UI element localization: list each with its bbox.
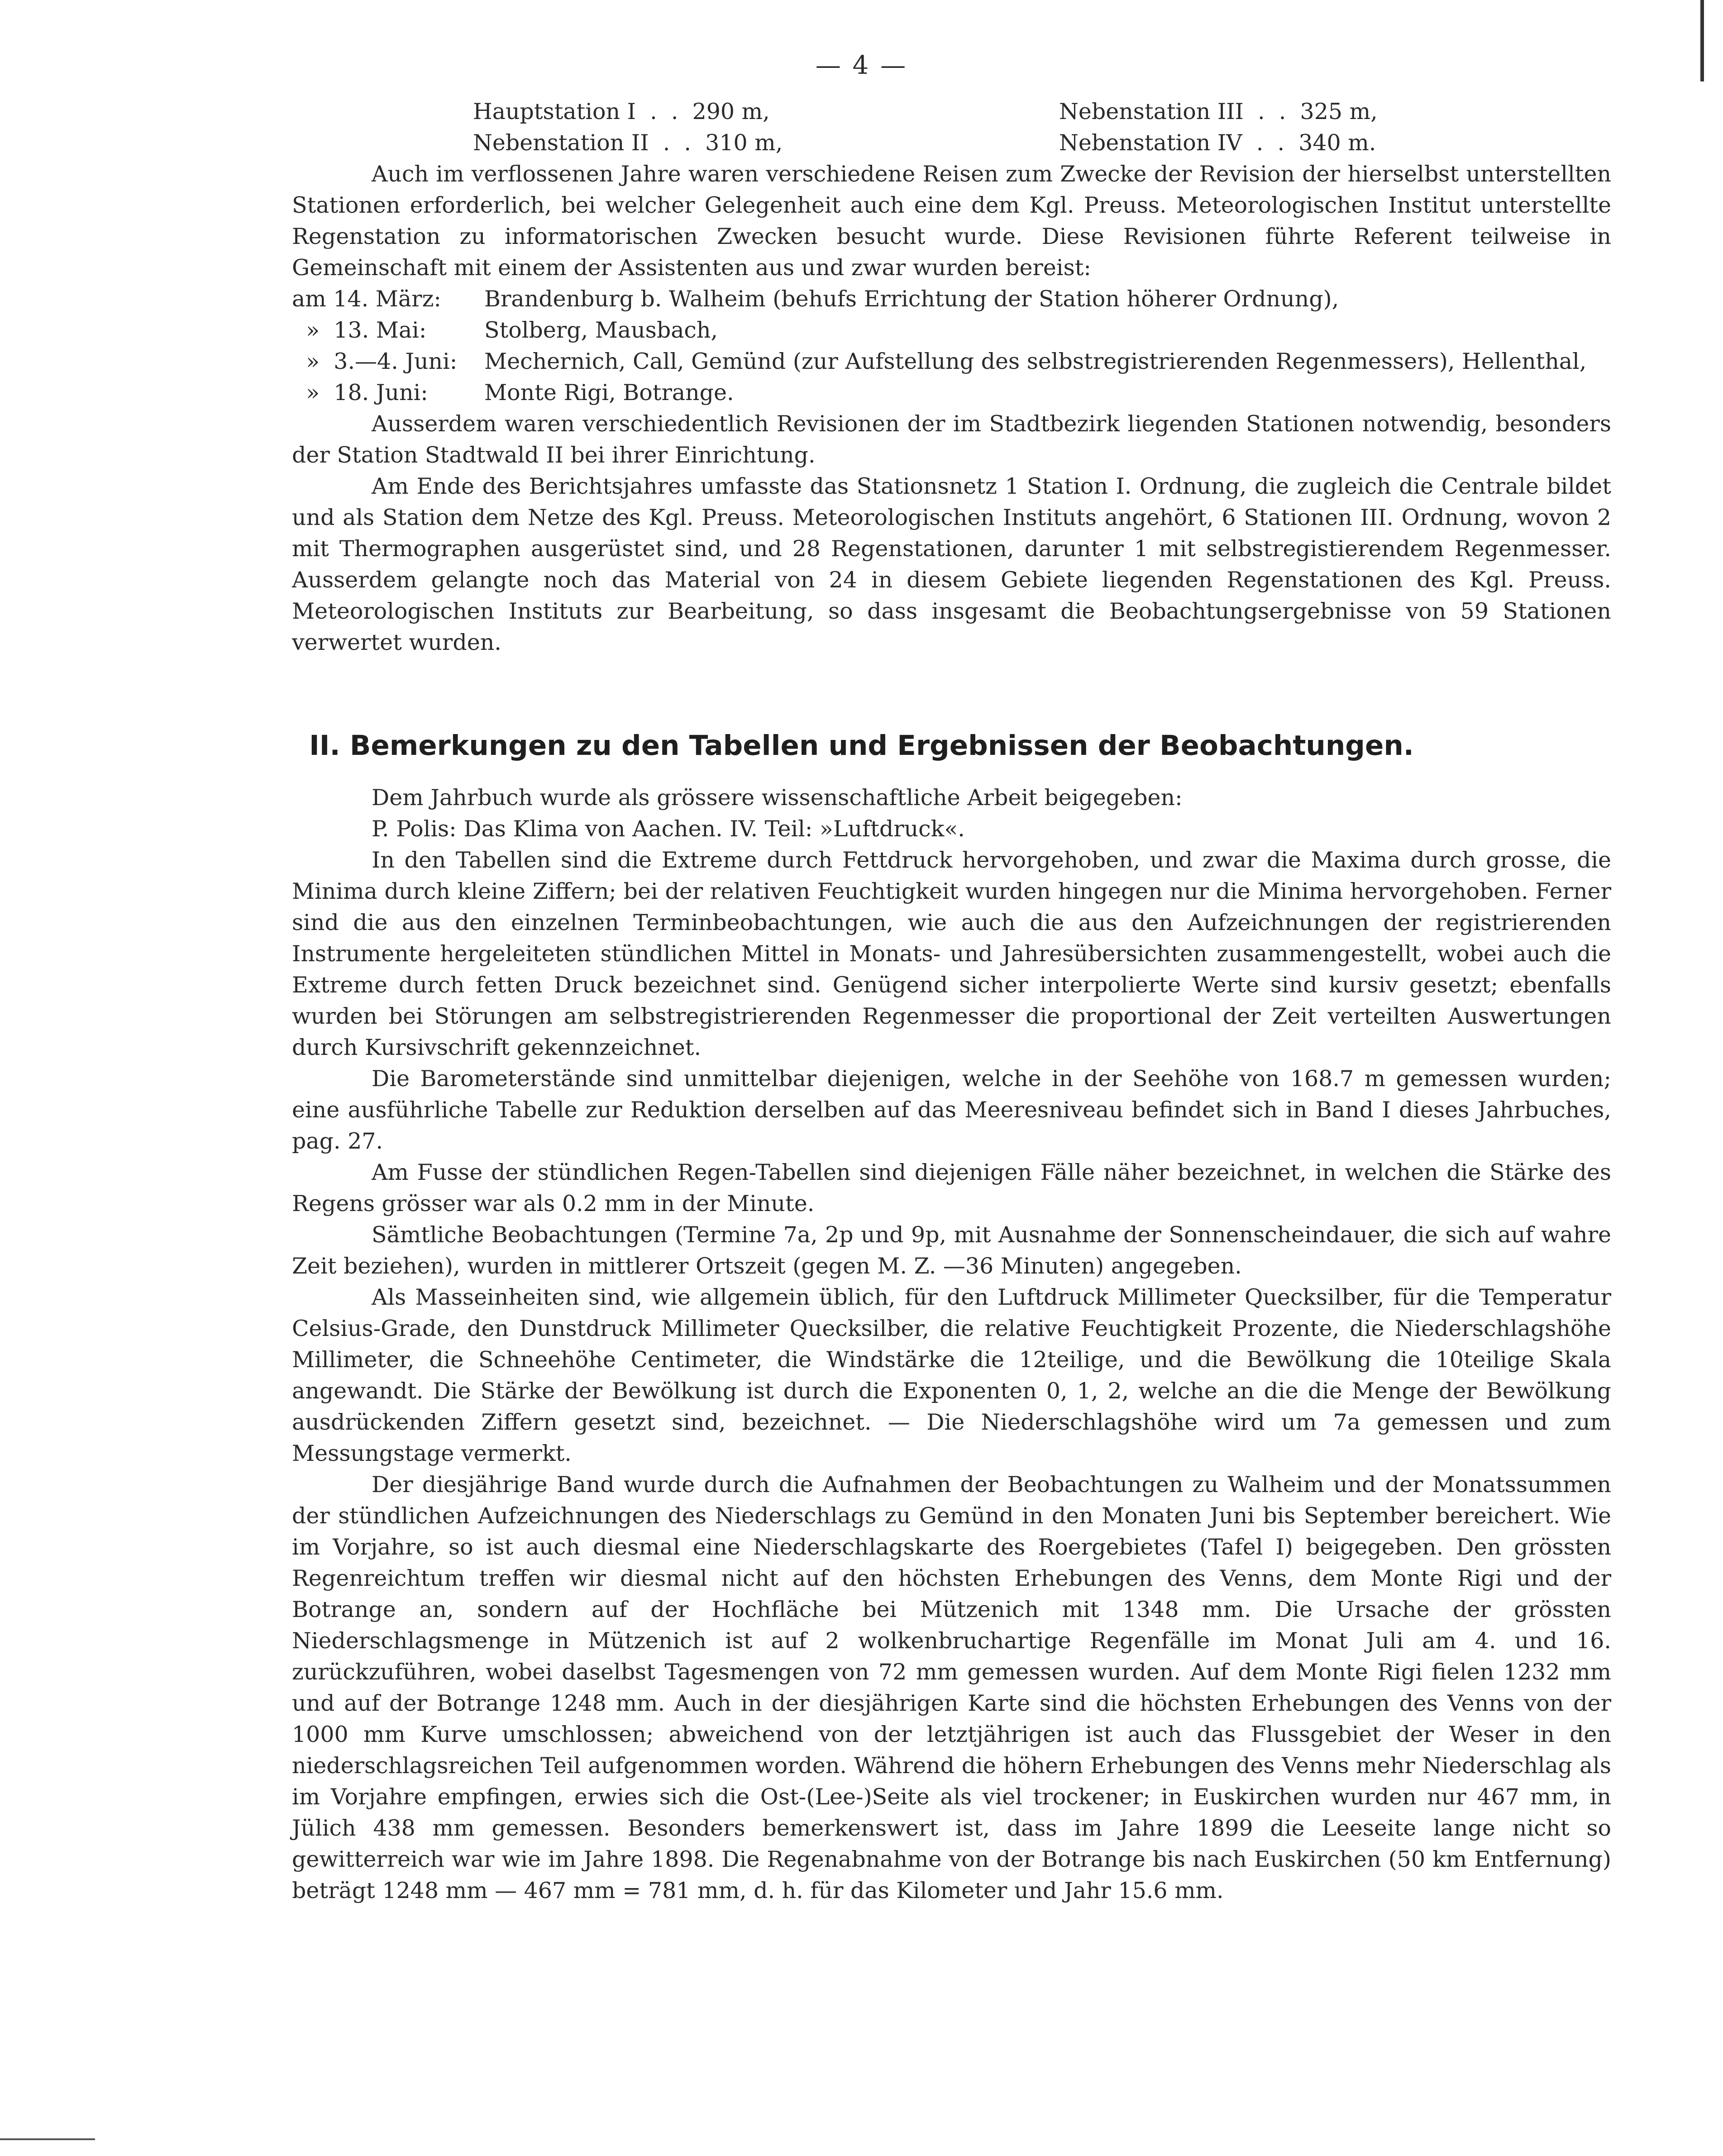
revision-place: Monte Rigi, Botrange.	[484, 380, 734, 405]
revision-date: am 14. März:	[292, 286, 441, 312]
revision-item	[292, 346, 1611, 377]
revision-place: Stolberg, Mausbach,	[484, 317, 718, 343]
paragraph: Als Masseinheiten sind, wie allgemein üblich, für den Luftdruck Millimeter Quecksilber, für die Temperatur Celsius-Grade, den Dunstdruck Millimeter Quecksilber, die relative Feuchtigkeit Prozente, die Niederschlagshöhe Millimeter, die Schneehöhe Centimeter, die Windstärke die 12teilige, und die Bewölkung die 10teilige Skala angewandt. Die Stärke der Bewölkung ist durch die Exponenten 0, 1, 2, welche an die die Menge der Bewölkung ausdrückenden Ziffern gesetzt sind, bezeichnet. — Die Niederschlagshöhe wird um 7a gemessen und zum Messungstage vermerkt.	[292, 1284, 1611, 1466]
revision-date: » 3.—4. Juni:	[292, 348, 458, 374]
revision-item	[292, 377, 1611, 408]
revision-place: Brandenburg b. Walheim (behufs Errichtung der Station höherer Ordnung),	[484, 286, 1339, 312]
bottom-rule	[0, 2138, 95, 2140]
paragraph: Am Fusse der stündlichen Regen-Tabellen sind diejenigen Fälle näher bezeichnet, in welchen die Stärke des Regens grösser war als 0.2 mm in der Minute.	[292, 1159, 1611, 1216]
revision-date: » 13. Mai:	[292, 317, 427, 343]
section-2	[292, 782, 1611, 1906]
paragraph: Die Barometerstände sind unmittelbar diejenigen, welche in der Seehöhe von 168.7 m gemessen wurden; eine ausführliche Tabelle zur Reduktion derselben auf das Meeresniveau befindet sich in Band I dieses Jahrbuches, pag. 27.	[292, 1066, 1611, 1154]
paragraph: Ausserdem waren verschiedentlich Revisionen der im Stadtbezirk liegenden Stationen notwendig, besonders der Station Stadtwald II bei ihrer Einrichtung.	[292, 411, 1611, 468]
paragraph: Dem Jahrbuch wurde als grössere wissenschaftliche Arbeit beigegeben:	[372, 785, 1183, 811]
paragraph: Auch im verflossenen Jahre waren verschiedene Reisen zum Zwecke der Revision der hierselbst unterstellten Stationen erforderlich, bei welcher Gelegenheit auch eine dem Kgl. Preuss. Meteorologischen Institut unterstellte Regenstation zu informatorischen Zwecken besucht wurde. Diese Revisionen führte Referent teilweise in Gemeinschaft mit einem der Assistenten aus und zwar wurden bereist:	[292, 161, 1611, 281]
section-1	[292, 158, 1611, 658]
paragraph: In den Tabellen sind die Extreme durch Fettdruck hervorgehoben, und zwar die Maxima durch grosse, die Minima durch kleine Ziffern; bei der relativen Feuchtigkeit wurden hingegen nur die Minima hervorgehoben. Ferner sind die aus den einzelnen Terminbeobachtungen, wie auch die aus den Aufzeichnungen der registrierenden Instrumente hergeleiteten stündlichen Mittel in Monats- und Jahresübersichten zusammengestellt, wobei auch die Extreme durch fetten Druck bezeichnet sind. Genügend sicher interpolierte Werte sind kursiv gesetzt; ebenfalls wurden bei Störungen am selbstregistrierenden Regenmesser die proportional der Zeit verteilten Auswertungen durch Kursivschrift gekennzeichnet.	[292, 847, 1611, 1060]
revision-list	[292, 283, 1611, 408]
station-row	[0, 127, 1723, 158]
paragraph: Am Ende des Berichtsjahres umfasste das Stationsnetz 1 Station I. Ordnung, die zugleich die Centrale bildet und als Station dem Netze des Kgl. Preuss. Meteorologischen Instituts angehört, 6 Stationen III. Ordnung, wovon 2 mit Thermographen ausgerüstet sind, und 28 Regenstationen, darunter 1 mit selbstregistierendem Regenmesser. Ausserdem gelangte noch das Material von 24 in diesem Gebiete liegenden Regenstationen des Kgl. Preuss. Meteorologischen Instituts zur Bearbeitung, so dass insgesamt die Beobachtungsergebnisse von 59 Stationen verwertet wurden.	[292, 473, 1611, 655]
station-left: Hauptstation I . . 290 m,	[473, 99, 770, 124]
revision-item	[292, 315, 1611, 346]
station-right: Nebenstation IV . . 340 m.	[1059, 130, 1376, 156]
page-number: — 4 —	[815, 51, 908, 80]
revision-place: Mechernich, Call, Gemünd (zur Aufstellung des selbstregistrierenden Regenmessers), Hellenthal,	[484, 348, 1587, 374]
station-row	[0, 96, 1723, 127]
paragraph: P. Polis: Das Klima von Aachen. IV. Teil: »Luftdruck«.	[372, 816, 965, 842]
paragraph: Sämtliche Beobachtungen (Termine 7a, 2p und 9p, mit Ausnahme der Sonnenscheindauer, die sich auf wahre Zeit beziehen), wurden in mittlerer Ortszeit (gegen M. Z. —36 Minuten) angegeben.	[292, 1222, 1611, 1279]
paragraph: Der diesjährige Band wurde durch die Aufnahmen der Beobachtungen zu Walheim und der Monatssummen der stündlichen Aufzeichnungen des Niederschlags zu Gemünd in den Monaten Juni bis September bereichert. Wie im Vorjahre, so ist auch diesmal eine Niederschlagskarte des Roergebietes (Tafel I) beigegeben. Den grössten Regenreichtum treffen wir diesmal nicht auf den höchsten Erhebungen des Venns, dem Monte Rigi und der Botrange an, sondern auf der Hochfläche bei Mützenich mit 1348 mm. Die Ursache der grössten Niederschlagsmenge in Mützenich ist auf 2 wolkenbruchartige Regenfälle im Monat Juli am 4. und 16. zurückzuführen, wobei daselbst Tagesmengen von 72 mm gemessen wurden. Auf dem Monte Rigi fielen 1232 mm und auf der Botrange 1248 mm. Auch in der diesjährigen Karte sind die höchsten Erhebungen des Venns von der 1000 mm Kurve umschlossen; abweichend von der letztjährigen ist auch das Flussgebiet der Weser in den niederschlagsreichen Teil aufgenommen worden. Während die höhern Erhebungen des Venns mehr Niederschlag als im Vorjahre empfingen, erwies sich die Ost-(Lee-)Seite als viel trockener; in Euskirchen wurden nur 467 mm, in Jülich 438 mm gemessen. Besonders bemerkenswert ist, dass im Jahre 1899 die Leeseite lange nicht so gewitterreich war wie im Jahre 1898. Die Regenabnahme von der Botrange bis nach Euskirchen (50 km Entfernung) beträgt 1248 mm — 467 mm = 781 mm, d. h. für das Kilometer und Jahr 15.6 mm.	[292, 1472, 1611, 1903]
revision-date: » 18. Juni:	[292, 380, 428, 405]
station-right: Nebenstation III . . 325 m,	[1059, 99, 1378, 124]
revision-item	[292, 283, 1611, 315]
station-left: Nebenstation II . . 310 m,	[473, 130, 783, 156]
section-heading: II. Bemerkungen zu den Tabellen und Ergebnissen der Beobachtungen.	[309, 730, 1414, 762]
station-heights	[0, 96, 1723, 158]
